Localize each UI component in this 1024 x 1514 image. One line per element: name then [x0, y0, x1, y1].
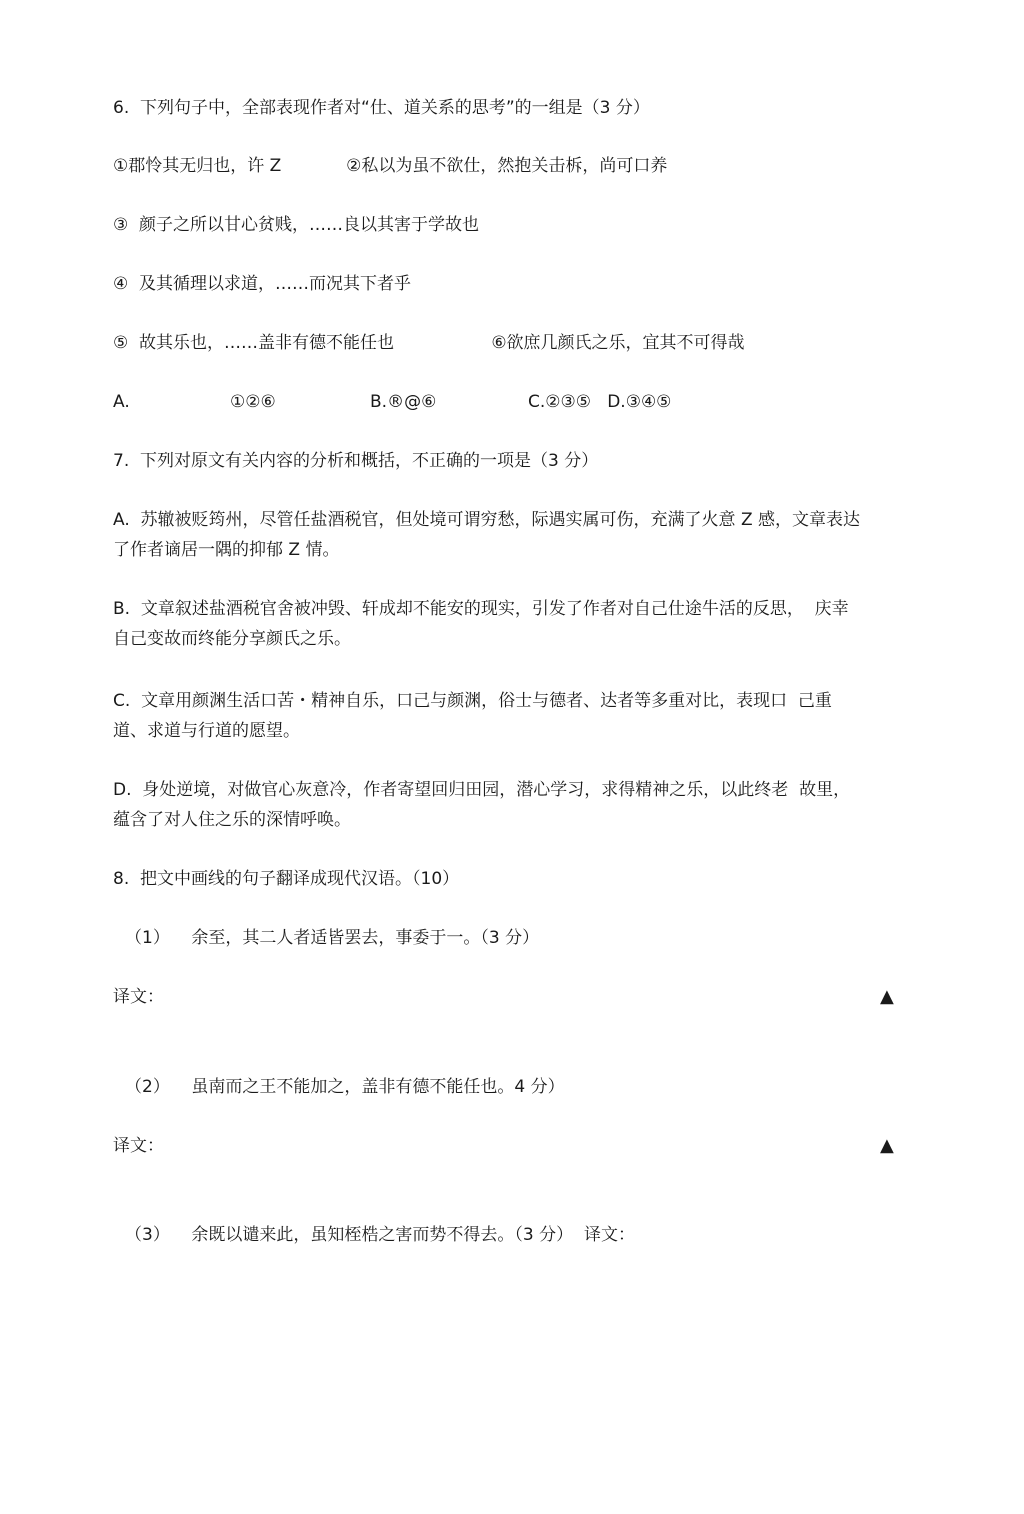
q7-stem: 7. 下列对原文有关内容的分析和概括，不正确的一项是（3 分）	[113, 451, 599, 471]
answer-triangle-icon: ▲	[880, 1135, 894, 1156]
q6-item: ④ 及其循理以求道，……而况其下者乎	[113, 274, 412, 294]
q7-option-d-line2: 蕴含了对人住之乐的深情呼唤。	[113, 810, 351, 830]
translation-label: 译文：	[113, 987, 164, 1007]
q7-option-b-line1: B. 文章叙述盐酒税官舍被冲毁、轩成却不能安的现实，引发了作者对自己仕途牛活的反思， 庆幸	[113, 599, 849, 619]
q6-item: ①郡怜其无归也，许 Z ②私以为虽不欲仕，然抱关击柝，尚可口养	[113, 156, 668, 176]
q7-option-c-line1: C. 文章用颜渊生活口苦・精神自乐，口己与颜渊，俗士与德者、达者等多重对比，表现口 己重	[113, 691, 832, 711]
translation-label: 译文：	[113, 1136, 164, 1156]
q7-option-d-line1: D. 身处逆境，对做官心灰意冷，作者寄望回归田园，潜心学习，求得精神之乐，以此终老 故里，	[113, 780, 851, 800]
q7-option-c-line2: 道、求道与行道的愿望。	[113, 721, 300, 741]
q6-option-b: B.®@⑥	[370, 392, 437, 412]
q6-item: ⑤ 故其乐也，……盖非有德不能任也 ⑥欲庶几颜氏之乐，宜其不可得哉	[113, 333, 745, 353]
q6-stem: 6. 下列句子中，全部表现作者对“仕、道关系的思考”的一组是（3 分）	[113, 98, 650, 118]
q6-option-a-value: ①②⑥	[230, 392, 276, 412]
q8-stem: 8. 把文中画线的句子翻译成现代汉语。（10）	[113, 869, 460, 889]
q8-sentence-3: （3） 余既以谴来此，虽知桎梏之害而势不得去。（3 分） 译文：	[125, 1225, 635, 1245]
q8-sentence-2: （2） 虽南而之王不能加之，盖非有德不能任也。4 分）	[125, 1077, 565, 1097]
q7-option-a-line1: A. 苏辙被贬筠州，尽管任盐酒税官，但处境可谓穷愁，际遇实属可伤，充满了火意 Z 感，文章表达	[113, 510, 860, 530]
q8-sentence-1: （1） 余至，其二人者适皆罢去，事委于一。（3 分）	[125, 928, 540, 948]
q6-option-cd: C.②③⑤ D.③④⑤	[528, 392, 672, 412]
answer-triangle-icon: ▲	[880, 986, 894, 1007]
q6-item: ③ 颜子之所以甘心贫贱，……良以其害于学故也	[113, 215, 480, 235]
q6-option-a: A.	[113, 392, 130, 412]
q7-option-b-line2: 自己变故而终能分享颜氏之乐。	[113, 629, 351, 649]
q7-option-a-line2: 了作者谪居一隅的抑郁 Z 情。	[113, 540, 340, 560]
